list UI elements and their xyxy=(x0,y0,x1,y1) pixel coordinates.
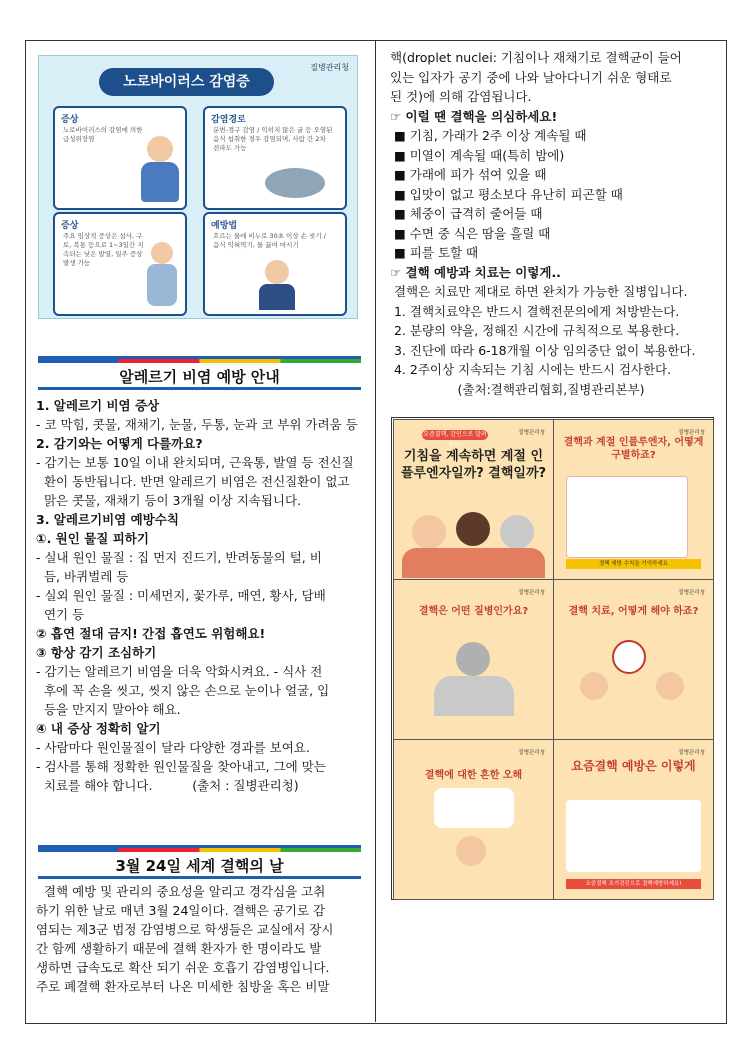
text-line: 하기 위한 날로 매년 3월 24일이다. 결핵은 공기로 감 xyxy=(36,903,326,918)
text-line: ■ 입맛이 없고 평소보다 유난히 피곤할 때 xyxy=(390,186,623,202)
card-title: 결핵은 어떤 질병인가요? xyxy=(418,606,529,617)
card-title: 기침을 계속하면 계절 인플루엔자일까? 결핵일까? xyxy=(400,449,547,481)
card-logo: 질병관리청 xyxy=(678,750,705,756)
prevention-list xyxy=(566,800,701,872)
cardnews-5 xyxy=(393,739,554,900)
text-line: 생하면 급속도로 확산 되기 쉬운 호흡기 감염병입니다. xyxy=(36,960,330,975)
text-line: 듬, 바퀴벌레 등 xyxy=(36,569,129,584)
text-line: 2. 감기와는 어떻게 다를까요? xyxy=(36,436,203,451)
tb-heading-banner xyxy=(38,845,361,879)
text-line: 3. 진단에 따라 6-18개월 이상 임의중단 없이 복용한다. xyxy=(390,342,696,358)
lungs-illustration xyxy=(456,642,490,676)
allergy-heading: 알레르기 비염 예방 안내 xyxy=(119,368,280,386)
card-logo: 질병관리청 xyxy=(678,430,705,436)
text-line: 1. 결핵치료약은 반드시 결핵전문의에게 처방받는다. xyxy=(390,303,680,319)
handwash-person-illustration xyxy=(265,260,289,284)
doctor-illustration xyxy=(580,672,608,700)
sick-person-body-illustration xyxy=(147,264,177,306)
speech-bubble xyxy=(434,788,514,828)
text-line: 연기 등 xyxy=(36,607,85,622)
card-title: 결핵과 계절 인플루엔자, 어떻게 구별하죠? xyxy=(563,437,704,461)
person-illustration xyxy=(456,512,490,546)
text-line: 결핵은 치료만 제대로 하면 완치가 가능한 질병입니다. xyxy=(390,284,688,299)
person-illustration xyxy=(456,836,486,866)
text-line: 간 함께 생활하기 때문에 결핵 환자가 한 명이라도 발 xyxy=(36,941,322,956)
text-line: ■ 가래에 피가 섞여 있을 때 xyxy=(390,167,547,182)
card-tag: 요즘결핵, 감인으로 알려줘요! xyxy=(423,431,487,448)
person-illustration xyxy=(500,515,534,549)
text-line: ③ 항상 감기 조심하기 xyxy=(36,645,157,660)
text-line: 된 것)에 의해 감염됩니다. xyxy=(390,89,532,104)
people-body-illustration xyxy=(402,548,545,578)
text-line: ■ 미열이 계속될 때(특히 밤에) xyxy=(390,147,565,163)
norovirus-poster xyxy=(38,55,358,319)
text-line: ☞ 결핵 예방과 치료는 이렇게.. xyxy=(390,264,561,280)
person-illustration xyxy=(412,515,446,549)
text-line: 치료를 해야 합니다. (출처 : 질병관리청) xyxy=(36,778,299,793)
text-line: - 감기는 알레르기 비염을 더욱 악화시켜요. - 식사 전 xyxy=(36,664,323,679)
card-title: 증상 xyxy=(61,221,79,231)
text-line: ☞ 이럴 땐 결핵을 의심하세요! xyxy=(390,108,558,124)
cardnews-6 xyxy=(553,739,714,900)
allergy-heading-banner xyxy=(38,356,361,390)
text-line: 핵(droplet nuclei: 기침이나 재채기로 결핵균이 들어 xyxy=(390,50,682,65)
sick-person-illustration xyxy=(151,242,173,264)
comparison-table xyxy=(566,476,688,558)
text-line: ■ 피를 토할 때 xyxy=(390,245,479,260)
tb-continued-text xyxy=(390,48,712,399)
card-text: 주요 임상적 증상은 설사, 구토, 복통 등으로 1~3일간 지속되는 낮은 발열, 일주 증상 발생 가능 xyxy=(63,232,144,267)
poster-card-symptom2 xyxy=(53,212,187,316)
text-line: - 감기는 보통 10일 이내 완치되며, 근육통, 발열 등 전신질 xyxy=(36,455,354,470)
text-line: - 실외 원인 물질 : 미세먼지, 꽃가루, 매연, 황사, 담배 xyxy=(36,588,326,603)
text-line: ■ 체중이 급격히 줄어들 때 xyxy=(390,206,543,221)
poster-title: 노로바이러스 감염증 xyxy=(99,68,274,96)
card-title: 결핵 치료, 어떻게 해야 하죠? xyxy=(568,606,699,617)
oyster-illustration xyxy=(265,168,325,198)
clock-icon xyxy=(612,640,646,674)
cardnews-1 xyxy=(393,419,554,580)
card-logo: 질병관리청 xyxy=(518,430,545,436)
text-line: - 실내 원인 물질 : 집 먼지 진드기, 반려동물의 털, 비 xyxy=(36,550,322,565)
text-line: ■ 기침, 가래가 2주 이상 계속될 때 xyxy=(390,128,587,143)
text-line: - 코 막힘, 콧물, 재채기, 눈물, 두통, 눈과 코 부위 가려움 등 xyxy=(36,417,358,432)
card-text: 노로바이러스의 감염에 의한 급성위장염 xyxy=(63,126,143,143)
text-line: 4. 2주이상 지속되는 기침 시에는 반드시 검사한다. xyxy=(390,362,672,377)
people-group-illustration xyxy=(434,676,514,716)
text-line: 후에 꼭 손을 씻고, 씻지 않은 손으로 눈이나 얼굴, 입 xyxy=(36,683,330,698)
card-title: 감염경로 xyxy=(211,115,246,125)
card-title: 증상 xyxy=(61,115,79,125)
handwash-body-illustration xyxy=(259,284,295,310)
card-title: 요즘결핵 예방은 이렇게 xyxy=(571,759,696,773)
color-bar xyxy=(38,359,361,363)
column-divider xyxy=(375,40,376,1022)
allergy-content xyxy=(36,396,358,795)
color-bar xyxy=(38,848,361,852)
card-logo: 질병관리청 xyxy=(678,590,705,596)
text-line: 결핵 예방 및 관리의 중요성을 알리고 경각심을 고취 xyxy=(36,884,326,899)
card-footer: 요즘결핵 조기검진으로 결핵예방하세요! xyxy=(566,879,701,889)
card-title: 예방법 xyxy=(211,221,238,231)
tb-content xyxy=(36,882,333,996)
text-line: - 검사를 통해 정확한 원인물질을 찾아내고, 그에 맞는 xyxy=(36,759,326,774)
cardnews-3 xyxy=(393,579,554,740)
text-line: 주로 폐결핵 환자로부터 나온 미세한 침방울 혹은 비말 xyxy=(36,979,330,994)
text-line: 염되는 제3군 법정 감염병으로 학생들은 교실에서 장시 xyxy=(36,922,334,937)
text-line: 2. 분량의 약을, 정해진 시간에 규칙적으로 복용한다. xyxy=(390,323,680,338)
poster-card-symptom xyxy=(53,106,187,210)
text-line: ■ 수면 중 식은 땀을 흘릴 때 xyxy=(390,225,551,241)
text-line: ①. 원인 물질 피하기 xyxy=(36,531,149,546)
poster-card-prevention xyxy=(203,212,347,316)
text-line: 있는 입자가 공기 중에 나와 날아다니기 쉬운 형태로 xyxy=(390,69,672,85)
text-line: 맑은 콧물, 재채기 등이 3개월 이상 지속됩니다. xyxy=(36,493,302,508)
text-line: (출처:결핵관리협회,질병관리본부) xyxy=(390,381,645,397)
poster-card-route xyxy=(203,106,347,210)
tb-heading: 3월 24일 세계 결핵의 날 xyxy=(115,857,284,875)
cardnews-4 xyxy=(553,579,714,740)
text-line: - 사람마다 원인물질이 달라 다양한 경과를 보여요. xyxy=(36,740,310,755)
card-text: 흐르는 물에 비누로 30초 이상 손 씻기 / 음식 익혀먹기, 물 끓여 마시기 xyxy=(213,232,326,249)
text-line: ④ 내 증상 정확히 알기 xyxy=(36,721,161,736)
text-line: 3. 알레르기비염 예방수칙 xyxy=(36,512,179,527)
patient-illustration xyxy=(656,672,684,700)
text-line: 1. 알레르기 비염 증상 xyxy=(36,398,160,413)
text-line: ② 흡연 절대 금지! 간접 흡연도 위험해요! xyxy=(36,626,266,641)
person-illustration xyxy=(147,136,173,162)
card-title: 결핵에 대한 흔한 오해 xyxy=(424,770,523,781)
text-line: 환이 동반됩니다. 반면 알레르기 비염은 전신질환이 없고 xyxy=(36,474,350,489)
card-logo: 질병관리청 xyxy=(518,590,545,596)
card-logo: 질병관리청 xyxy=(518,750,545,756)
text-line: 등을 만지지 말아야 해요. xyxy=(36,702,181,717)
agency-label: 질병관리청 xyxy=(310,63,349,72)
cardnews-2 xyxy=(553,419,714,580)
person-body-illustration xyxy=(141,162,179,202)
card-text: 분변-경구 감염 / 익히지 않은 굴 등 오염된 음식 섭취한 경우 감염되며, 사람 간 2차 전파도 가능 xyxy=(213,126,333,152)
card-footer: 결핵 예방 수칙을 기억하세요 xyxy=(566,559,701,569)
tb-cardnews-grid xyxy=(391,417,714,900)
